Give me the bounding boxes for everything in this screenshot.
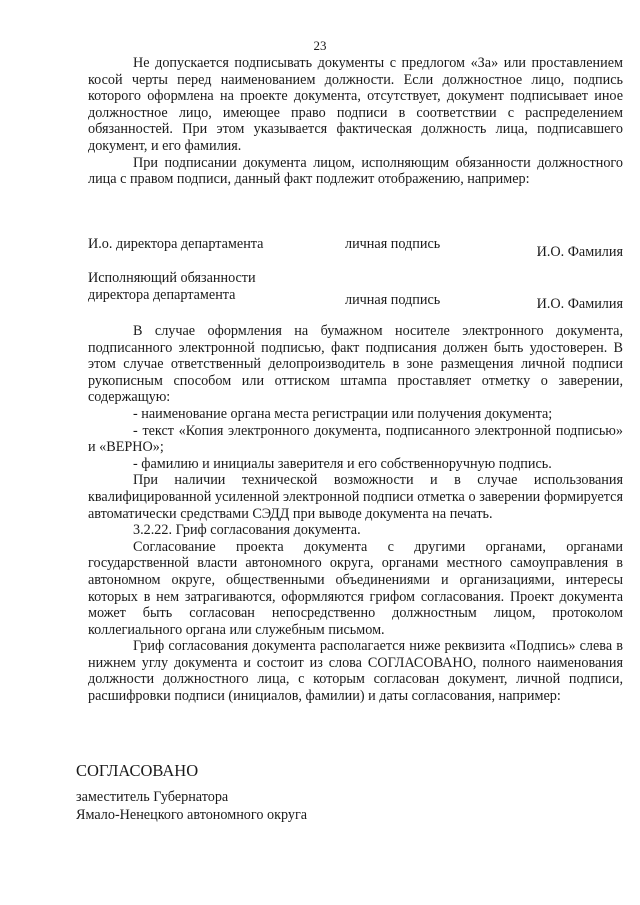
section-heading: 3.2.22. Гриф согласования документа. bbox=[133, 522, 361, 539]
approval-position-line: заместитель Губернатора bbox=[76, 789, 229, 805]
signature-position: И.о. директора департамента bbox=[88, 236, 264, 252]
list-item: - текст «Копия электронного документа, подписанного электронной подписью» и «ВЕРНО»; bbox=[88, 422, 623, 456]
list-item: - наименование органа места регистрации или получения документа; bbox=[133, 405, 553, 422]
body-text bbox=[88, 323, 623, 705]
paragraph: Гриф согласования документа располагается ниже реквизита «Подпись» слева в нижнем углу документа и состоит из слова СОГЛАСОВАНО, полного наименования должности должностного лица, с которым согласован документ, личной подписи, расшифровки подписи (инициалов, фамилии) и даты согласования, например: bbox=[88, 638, 623, 705]
signature-placeholder: личная подпись bbox=[345, 236, 441, 252]
paragraph: В случае оформления на бумажном носителе электронного документа, подписанного электронной подписью, факт подписания должен быть удостоверен. В этом случае ответственный делопроизводитель в зоне размещения личной подписи рукописным способом или оттиском штампа проставляет отметку о заверении, содержащую: bbox=[88, 323, 623, 406]
signature-example-row bbox=[88, 270, 623, 312]
paragraph: При наличии технической возможности и в случае использования квалифицированной усиленной электронной подписи отметка о заверении формируется автоматически средствами СЭДД при выводе документа на печать. bbox=[88, 472, 623, 522]
list-item: - фамилию и инициалы заверителя и его собственноручную подпись. bbox=[133, 455, 552, 472]
signature-position: Исполняющий обязанности директора департамента bbox=[88, 270, 256, 303]
intro-text bbox=[88, 55, 623, 188]
signature-placeholder: личная подпись bbox=[345, 292, 441, 308]
paragraph: При подписании документа лицом, исполняющим обязанности должностного лица с правом подписи, данный факт подлежит отображению, например: bbox=[88, 154, 623, 188]
approval-word: СОГЛАСОВАНО bbox=[76, 761, 199, 780]
paragraph: Согласование проекта документа с другими органами, органами государственной власти автономного округа, органами местного самоуправления в автономном округе, общественными объединениями и организациями, интересы которых в нем затрагиваются, оформляются грифом согласования. Проект документа может быть согласован непосредственно должностным лицом, протоколом коллегиального органа или служебным письмом. bbox=[88, 538, 623, 638]
page-number: 23 bbox=[313, 38, 327, 53]
paragraph: Не допускается подписывать документы с предлогом «За» или проставлением косой черты перед наименованием должности. Если должностное лицо, подпись которого оформлена на проекте документа, отсутствует, документ подписывает иное должностное лицо, имеющее право подписи в соответствии с распределением обязанностей. При этом указывается фактическая должность лица, подписавшего документ, и его фамилия. bbox=[88, 55, 623, 154]
signature-example-row bbox=[88, 236, 623, 270]
signature-name: И.О. Фамилия bbox=[536, 244, 623, 260]
signature-name: И.О. Фамилия bbox=[536, 296, 623, 312]
approval-position-line: Ямало-Ненецкого автономного округа bbox=[76, 807, 308, 823]
